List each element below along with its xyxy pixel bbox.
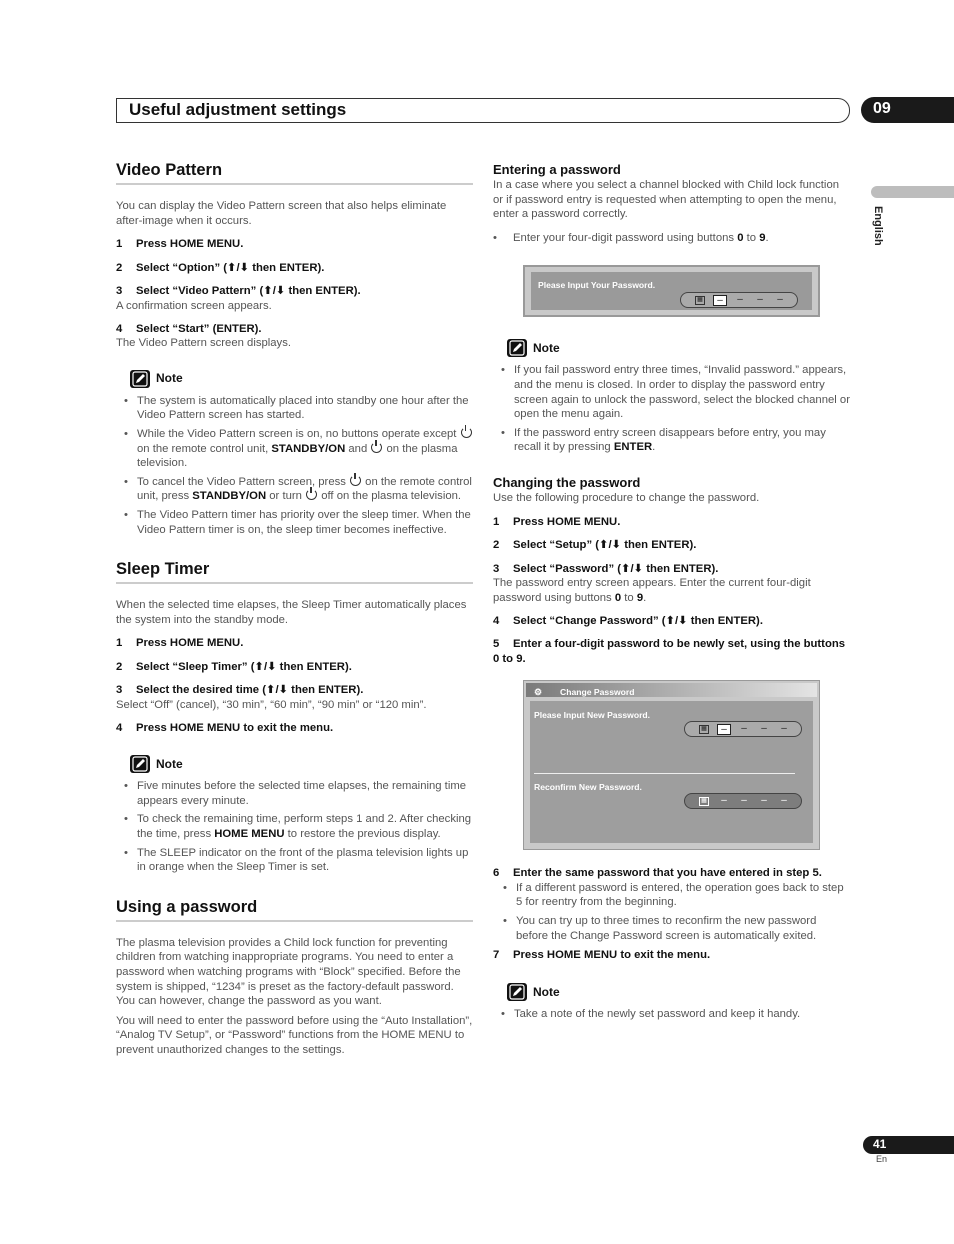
step: 2 Select “Setup” (⬆/⬇ then ENTER).: [493, 539, 697, 552]
step: 3 Select “Video Pattern” (⬆/⬇ then ENTER).: [116, 285, 361, 298]
sleep-timer-heading: Sleep Timer: [116, 559, 473, 584]
divider: [534, 773, 795, 774]
note-pencil-icon: [130, 370, 150, 388]
step-description: The Video Pattern screen displays.: [116, 337, 291, 350]
chapter-tab: 09: [861, 97, 954, 123]
list-item: • Enter your four-digit password using buttons 0 to 9.: [493, 231, 850, 246]
paragraph: Use the following procedure to change the password.: [493, 491, 760, 504]
paragraph: You will need to enter the password before using the “Auto Installation”, “Analog TV Setup”, or “Password” functions from the HOME MENU to prevent unauthorized changes to the settings.: [116, 1014, 473, 1056]
page-language: En: [876, 1154, 888, 1164]
note-header: Note: [130, 370, 473, 388]
note-pencil-icon: [507, 983, 527, 1001]
language-label: English: [872, 206, 884, 246]
arrow-up-icon: ⬆: [599, 539, 609, 552]
step: 3 Select “Password” (⬆/⬇ then ENTER).: [493, 562, 719, 575]
password-digit-slot: –: [757, 293, 763, 305]
power-icon: [350, 475, 361, 486]
reconfirm-password-label: Reconfirm New Password.: [534, 782, 642, 793]
list-item: • To check the remaining time, perform steps 1 and 2. After checking the time, press HOME MENU to restore the previous display.: [124, 812, 473, 841]
arrow-up-icon: ⬆: [265, 684, 276, 697]
step: 3 Select the desired time (⬆/⬇ then ENTER).: [116, 684, 364, 697]
password-digit-slot: –: [737, 293, 743, 305]
power-icon: [461, 427, 472, 438]
entering-password-heading: Entering a password: [493, 162, 621, 177]
sleep-timer-notes: [124, 779, 473, 875]
list-item: • Take a note of the newly set password and keep it handy.: [501, 1007, 850, 1022]
step: 1 Press HOME MENU.: [116, 637, 244, 650]
step: 7 Press HOME MENU to exit the menu.: [493, 949, 711, 962]
step: 5 Enter a four-digit password to be newly set, using the buttons 0 to 9.: [493, 638, 846, 665]
password-digit-slot: –: [761, 722, 767, 734]
password-digit-slot: –: [713, 295, 727, 306]
using-password-heading: Using a password: [116, 897, 473, 922]
screen-titlebar: [526, 683, 817, 697]
list-item: • You can try up to three times to reconfirm the new password before the Change Password screen is automatically exited.: [503, 914, 850, 943]
page-title: Useful adjustment settings: [129, 100, 347, 119]
keypad-icon: ▦: [695, 296, 705, 305]
password-entry-screen: [523, 265, 820, 317]
password-input[interactable]: [680, 292, 798, 308]
step: 4 Select “Start” (ENTER).: [116, 322, 262, 335]
step-description: A confirmation screen appears.: [116, 299, 272, 312]
note-header: Note: [507, 339, 850, 357]
step6-bullets: [503, 881, 850, 943]
arrow-up-icon: ⬆: [263, 285, 273, 298]
new-password-label: Please Input New Password.: [534, 710, 651, 721]
list-item: • Five minutes before the selected time elapses, the remaining time appears every minute.: [124, 779, 473, 808]
password-digit-slot: –: [741, 794, 747, 806]
changing-password-notes: [501, 1007, 850, 1022]
password-digit-slot: –: [781, 722, 787, 734]
arrow-down-icon: ⬇: [278, 684, 289, 697]
power-icon: [306, 489, 317, 500]
entering-password-notes: [501, 363, 850, 455]
settings-icon: ⚙: [534, 687, 543, 698]
sleep-timer-intro: When the selected time elapses, the Sleep Timer automatically places the system into the standby mode.: [116, 599, 467, 626]
list-item: • While the Video Pattern screen is on, no buttons operate except on the remote control unit, STANDBY/ON and on the plasma television.: [124, 427, 473, 471]
step: 2 Select “Option” (⬆/⬇ then ENTER).: [116, 261, 325, 274]
step: 1 Press HOME MENU.: [116, 238, 244, 251]
keypad-icon: ▦: [699, 797, 709, 806]
arrow-down-icon: ⬇: [267, 660, 277, 673]
step: 2 Select “Sleep Timer” (⬆/⬇ then ENTER).: [116, 660, 352, 673]
note-pencil-icon: [507, 339, 527, 357]
note-header: Note: [507, 983, 850, 1001]
list-item: • If a different password is entered, the operation goes back to step 5 for reentry from the beginning.: [503, 881, 850, 910]
list-item: • If the password entry screen disappears before entry, you may recall it by pressing ENTER.: [501, 426, 850, 455]
header-bar: [116, 98, 850, 123]
arrow-down-icon: ⬇: [611, 539, 622, 552]
password-digit-slot: –: [741, 722, 747, 734]
reconfirm-password-input[interactable]: [684, 793, 802, 809]
screen-prompt: Please Input Your Password.: [538, 280, 656, 291]
arrow-up-icon: ⬆: [254, 660, 264, 673]
password-digit-slot: –: [721, 794, 727, 806]
password-digit-slot: –: [717, 724, 731, 735]
language-tab: [871, 186, 954, 198]
video-pattern-heading: Video Pattern: [116, 160, 473, 185]
password-digit-slot: –: [781, 794, 787, 806]
left-column: [116, 160, 473, 1067]
step: 4 Press HOME MENU to exit the menu.: [116, 721, 334, 734]
entering-password-bullets: [493, 231, 850, 246]
list-item: • The system is automatically placed into standby one hour after the Video Pattern screen has started.: [124, 394, 473, 423]
video-pattern-notes: [124, 394, 473, 537]
step-description: The password entry screen appears. Enter the current four-digit password using buttons 0 to 9.: [493, 577, 811, 604]
arrow-down-icon: ⬇: [633, 562, 644, 575]
step: 1 Press HOME MENU.: [493, 515, 621, 528]
paragraph: In a case where you select a channel blocked with Child lock function or if password entry is requested when attempting to open the menu, enter a password correctly.: [493, 179, 840, 221]
note-header: Note: [130, 755, 473, 773]
change-password-screen: [523, 680, 820, 850]
new-password-input[interactable]: [684, 721, 802, 737]
step-description: Select “Off” (cancel), “30 min”, “60 min”, “90 min” or “120 min”.: [116, 699, 427, 712]
step: 4 Select “Change Password” (⬆/⬇ then ENTER).: [493, 614, 763, 627]
arrow-up-icon: ⬆: [665, 614, 676, 627]
list-item: • The SLEEP indicator on the front of the plasma television lights up in orange when the Sleep Timer is set.: [124, 846, 473, 875]
list-item: • If you fail password entry three times, “Invalid password.” appears, and the menu is closed. In order to display the password entry screen again to unlock the password, select the blocked channel or open the menu again.: [501, 363, 850, 421]
list-item: • To cancel the Video Pattern screen, press on the remote control unit, press STANDBY/ON or turn off on the plasma television.: [124, 475, 473, 504]
arrow-up-icon: ⬆: [227, 261, 237, 274]
paragraph: The plasma television provides a Child lock function for preventing children from watching inappropriate programs. You need to enter a password when watching programs with “Block” specified. Before the system is shipped, “1234” is preset as the factory-default password. You can however, change the password as you want.: [116, 936, 461, 1008]
password-digit-slot: –: [777, 293, 783, 305]
keypad-icon: ▦: [699, 725, 709, 734]
note-pencil-icon: [130, 755, 150, 773]
arrow-up-icon: ⬆: [621, 562, 631, 575]
changing-password-heading: Changing the password: [493, 474, 641, 490]
right-column: [493, 160, 850, 1025]
arrow-down-icon: ⬇: [239, 261, 250, 274]
list-item: • The Video Pattern timer has priority over the sleep timer. When the Video Pattern timer is on, the sleep timer becomes ineffective.: [124, 508, 473, 537]
arrow-down-icon: ⬇: [275, 285, 286, 298]
password-digit-slot: –: [761, 794, 767, 806]
page-number: 41: [863, 1136, 954, 1154]
screen-title: Change Password: [560, 687, 635, 698]
step: 6 Enter the same password that you have entered in step 5.: [493, 867, 822, 880]
power-icon: [371, 442, 382, 453]
arrow-down-icon: ⬇: [678, 614, 688, 627]
video-pattern-intro: You can display the Video Pattern screen that also helps eliminate after-image when it occurs.: [116, 200, 447, 227]
